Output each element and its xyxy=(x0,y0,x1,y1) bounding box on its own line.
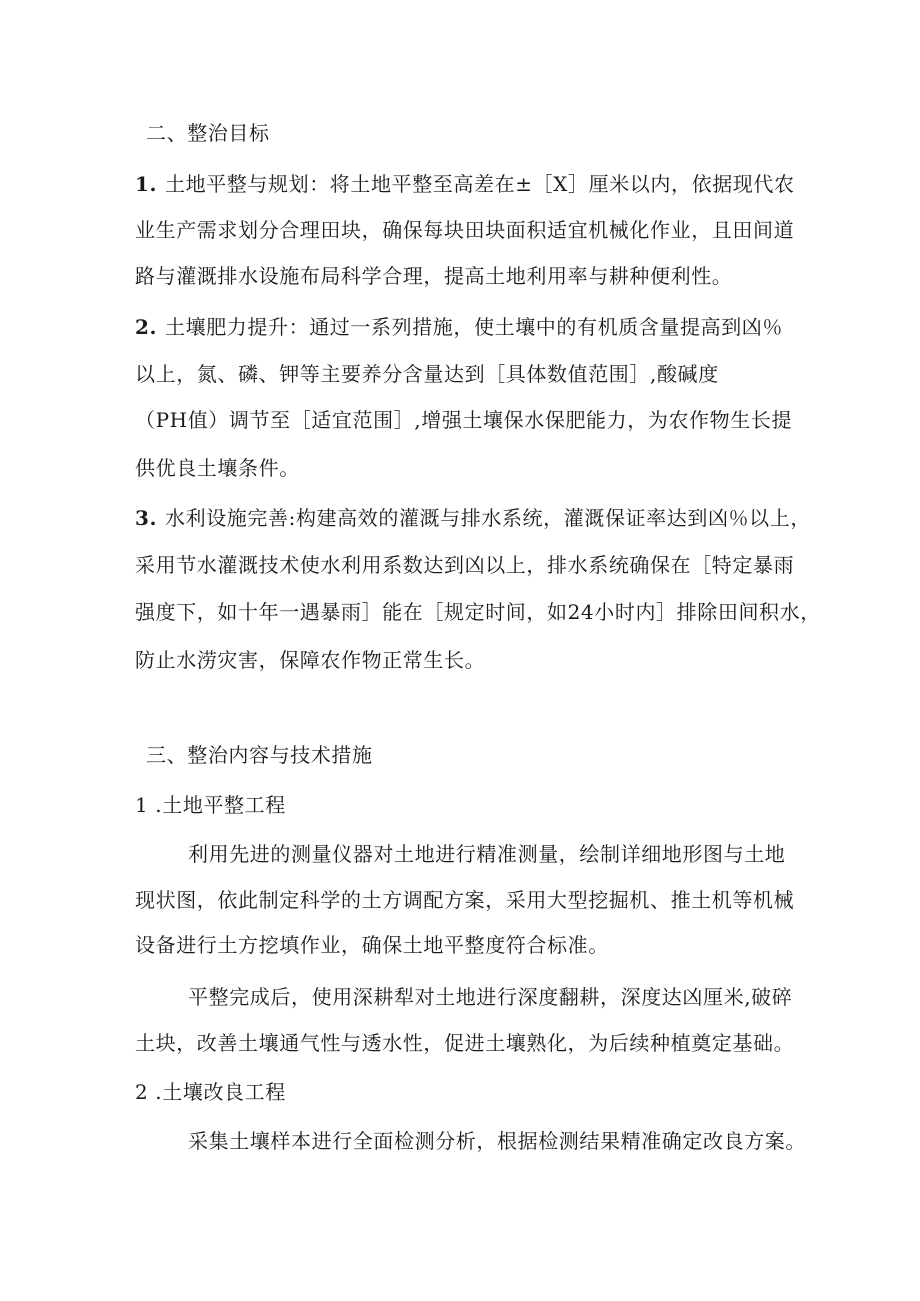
paragraph-line: 供优良土壤条件。 xyxy=(135,456,300,480)
paragraph-line: 设备进行土方挖填作业，确保土地平整度符合标准。 xyxy=(135,933,609,957)
list-number: 1. xyxy=(135,172,158,196)
paragraph-line: 采集土壤样本进行全面检测分析，根据检测结果精准确定改良方案。 xyxy=(188,1129,806,1153)
paragraph-line: 水利设施完善:构建高效的灌溉与排水系统，灌溉保证率达到凶％以上， xyxy=(165,506,811,530)
subsection-heading: 1 .土地平整工程 xyxy=(135,793,286,817)
subsection-heading: 2 .土壤改良工程 xyxy=(135,1080,286,1104)
section-heading: 二、整治目标 xyxy=(146,121,270,145)
section-heading: 三、整治内容与技术措施 xyxy=(146,743,373,767)
paragraph-line: 路与灌溉排水设施布局科学合理，提高土地利用率与耕种便利性。 xyxy=(135,264,733,288)
paragraph-line: 利用先进的测量仪器对土地进行精准测量，绘制详细地形图与土地 xyxy=(188,842,786,866)
paragraph-line: 土块，改善土壤通气性与透水性，促进土壤熟化，为后续种植奠定基础。 xyxy=(135,1031,795,1055)
paragraph-line: 强度下，如十年一遇暴雨］能在［规定时间，如24小时内］排除田间积水， xyxy=(135,600,821,624)
paragraph-line: 现状图，依此制定科学的土方调配方案，采用大型挖掘机、推土机等机械 xyxy=(135,888,795,912)
paragraph-line: 业生产需求划分合理田块，确保每块田块面积适宜机械化作业，且田间道 xyxy=(135,218,795,242)
paragraph-line: 土壤肥力提升：通过一系列措施，使土壤中的有机质含量提高到凶％ xyxy=(165,315,783,339)
paragraph-line: 平整完成后，使用深耕犁对土地进行深度翻耕，深度达凶厘米,破碎 xyxy=(188,985,793,1009)
paragraph-line: 以上，氮、磷、钾等主要养分含量达到［具体数值范围］,酸碱度 xyxy=(135,362,719,386)
list-number: 2. xyxy=(135,315,158,339)
paragraph-line: 防止水涝灾害，保障农作物正常生长。 xyxy=(135,648,486,672)
paragraph-line: 土地平整与规划：将土地平整至高差在±［X］厘米以内，依据现代农 xyxy=(165,172,795,196)
paragraph-line: （PH值）调节至［适宜范围］,增强土壤保水保肥能力，为农作物生长提 xyxy=(135,408,793,432)
list-number: 3. xyxy=(135,506,158,530)
paragraph-line: 采用节水灌溉技术使水利用系数达到凶以上，排水系统确保在［特定暴雨 xyxy=(135,553,795,577)
